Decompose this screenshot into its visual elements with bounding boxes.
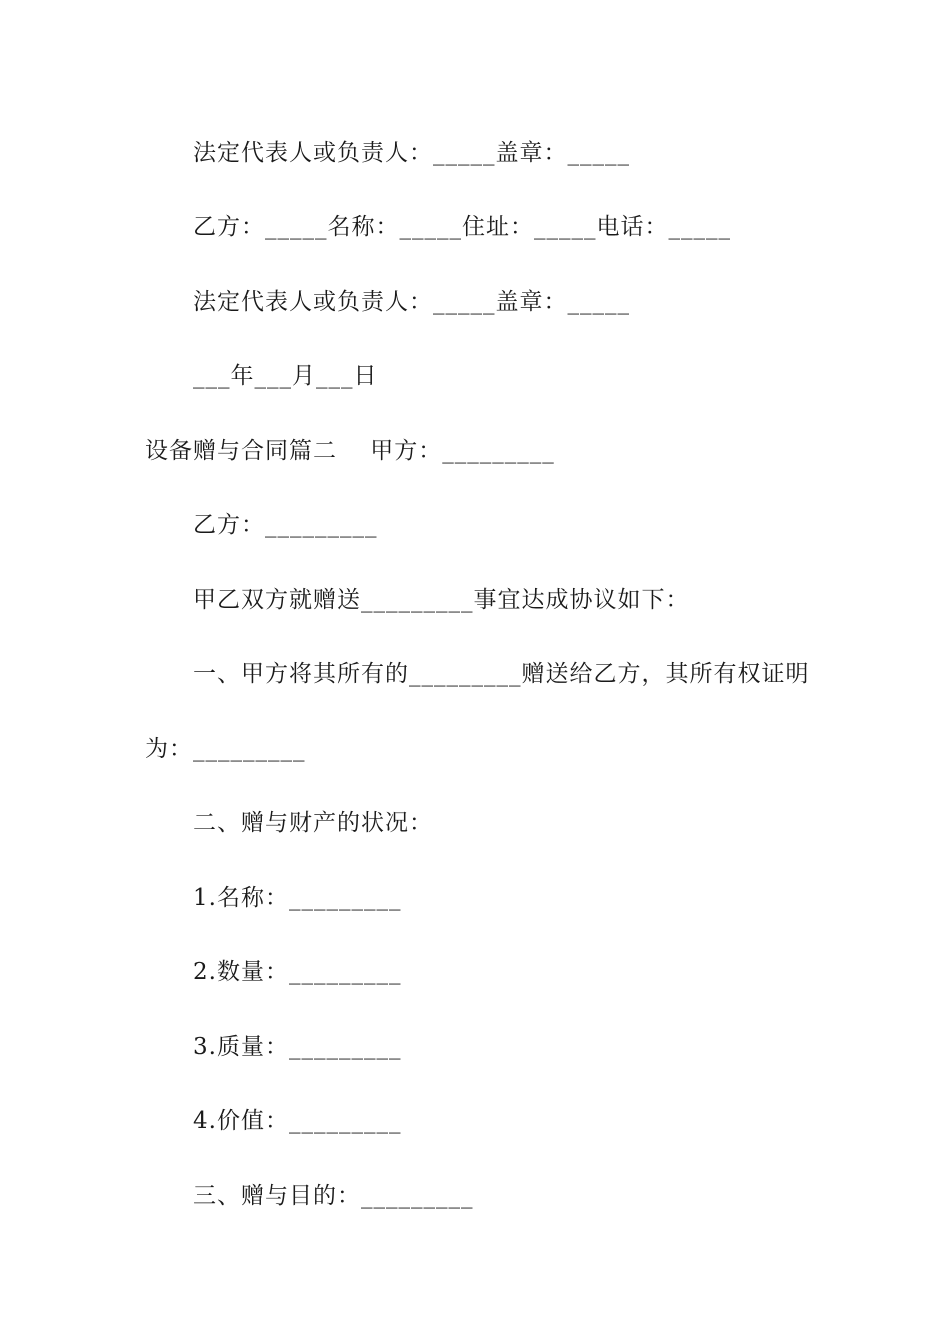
legal-representative-line-b: 法定代表人或负责人：_____盖章：_____	[193, 289, 630, 315]
item-quantity-line: 2.数量：_________	[193, 959, 402, 985]
agreement-intro-line: 甲乙双方就赠送_________事宜达成协议如下：	[193, 587, 690, 613]
section-title-party-a: 设备赠与合同篇二 甲方：_________	[145, 438, 555, 464]
item-name-line: 1.名称：_________	[193, 885, 402, 911]
item-value-line: 4.价值：_________	[193, 1108, 402, 1134]
clause-two-heading: 二、赠与财产的状况：	[193, 810, 433, 836]
party-b-line: 乙方：_________	[193, 512, 378, 538]
date-line: ___年___月___日	[193, 363, 378, 389]
legal-representative-line-a: 法定代表人或负责人：_____盖章：_____	[193, 140, 630, 166]
party-b-info-line: 乙方：_____名称：_____住址：_____电话：_____	[193, 214, 731, 240]
clause-one-continuation: 为：_________	[145, 736, 306, 762]
clause-three-line: 三、赠与目的：_________	[193, 1183, 474, 1209]
item-quality-line: 3.质量：_________	[193, 1034, 402, 1060]
clause-one-line: 一、甲方将其所有的_________赠送给乙方，其所有权证明	[193, 661, 810, 687]
